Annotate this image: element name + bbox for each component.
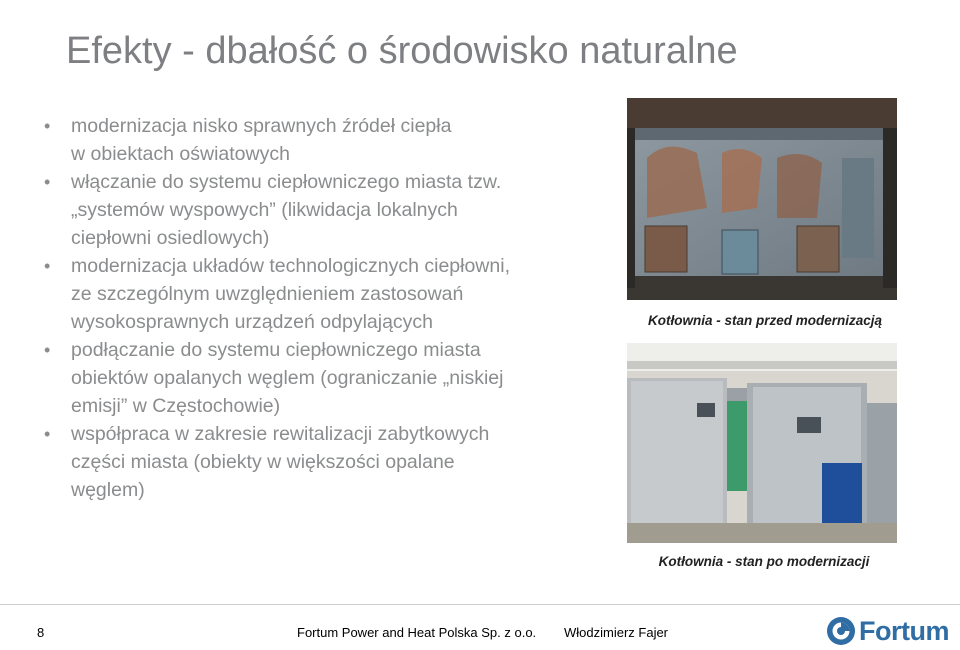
bullet-line: wysokosprawnych urządzeń odpylających [71, 311, 434, 333]
bullet-line: • modernizacja nisko sprawnych źródeł ciepła [71, 115, 452, 137]
bullet-line: • podłączanie do systemu ciepłowniczego miasta [71, 339, 481, 361]
bullet-line: ze szczególnym uwzględnieniem zastosowań [71, 283, 464, 305]
fortum-logo-icon [826, 616, 856, 646]
bullet-line: • współpraca w zakresie rewitalizacji zabytkowych [71, 423, 490, 445]
bullet-line: • włączanie do systemu ciepłowniczego miasta tzw. [71, 171, 502, 193]
fortum-logo [826, 614, 956, 648]
boiler-room-after-photo [627, 343, 897, 543]
bullet-line: • modernizacja układów technologicznych ciepłowni, [71, 255, 510, 277]
bullet-line: części miasta (obiekty w większości opalane [71, 451, 455, 473]
bullet-item [44, 196, 614, 252]
bullet-line: w obiektach oświatowych [71, 143, 290, 165]
bullet-line: ciepłowni osiedlowych) [71, 227, 270, 249]
bullet-line: emisji” w Częstochowie) [71, 395, 281, 417]
slide-title: Efekty - dbałość o środowisko naturalne [66, 30, 738, 72]
bullet-item [44, 112, 614, 168]
before-caption: Kotłownia - stan przed modernizacją [647, 313, 883, 328]
company-name: Fortum Power and Heat Polska Sp. z o.o. [297, 625, 537, 640]
bullet-item [44, 168, 614, 196]
bullet-line: węglem) [71, 479, 145, 501]
footer-divider [0, 604, 960, 605]
author-name: Włodzimierz Fajer [564, 625, 669, 640]
bullet-list [44, 112, 614, 504]
bullet-item [44, 420, 614, 504]
page-number: 8 [37, 625, 45, 640]
bullet-item [44, 336, 614, 420]
bullet-line: „systemów wyspowych” (likwidacja lokalnych [71, 199, 458, 221]
after-caption: Kotłownia - stan po modernizacji [658, 554, 870, 569]
bullet-item [44, 252, 614, 336]
bullet-line: obiektów opalanych węglem (ograniczanie „niskiej [71, 367, 504, 389]
logo-wordmark: Fortum [859, 615, 949, 646]
boiler-room-before-photo [627, 98, 897, 300]
